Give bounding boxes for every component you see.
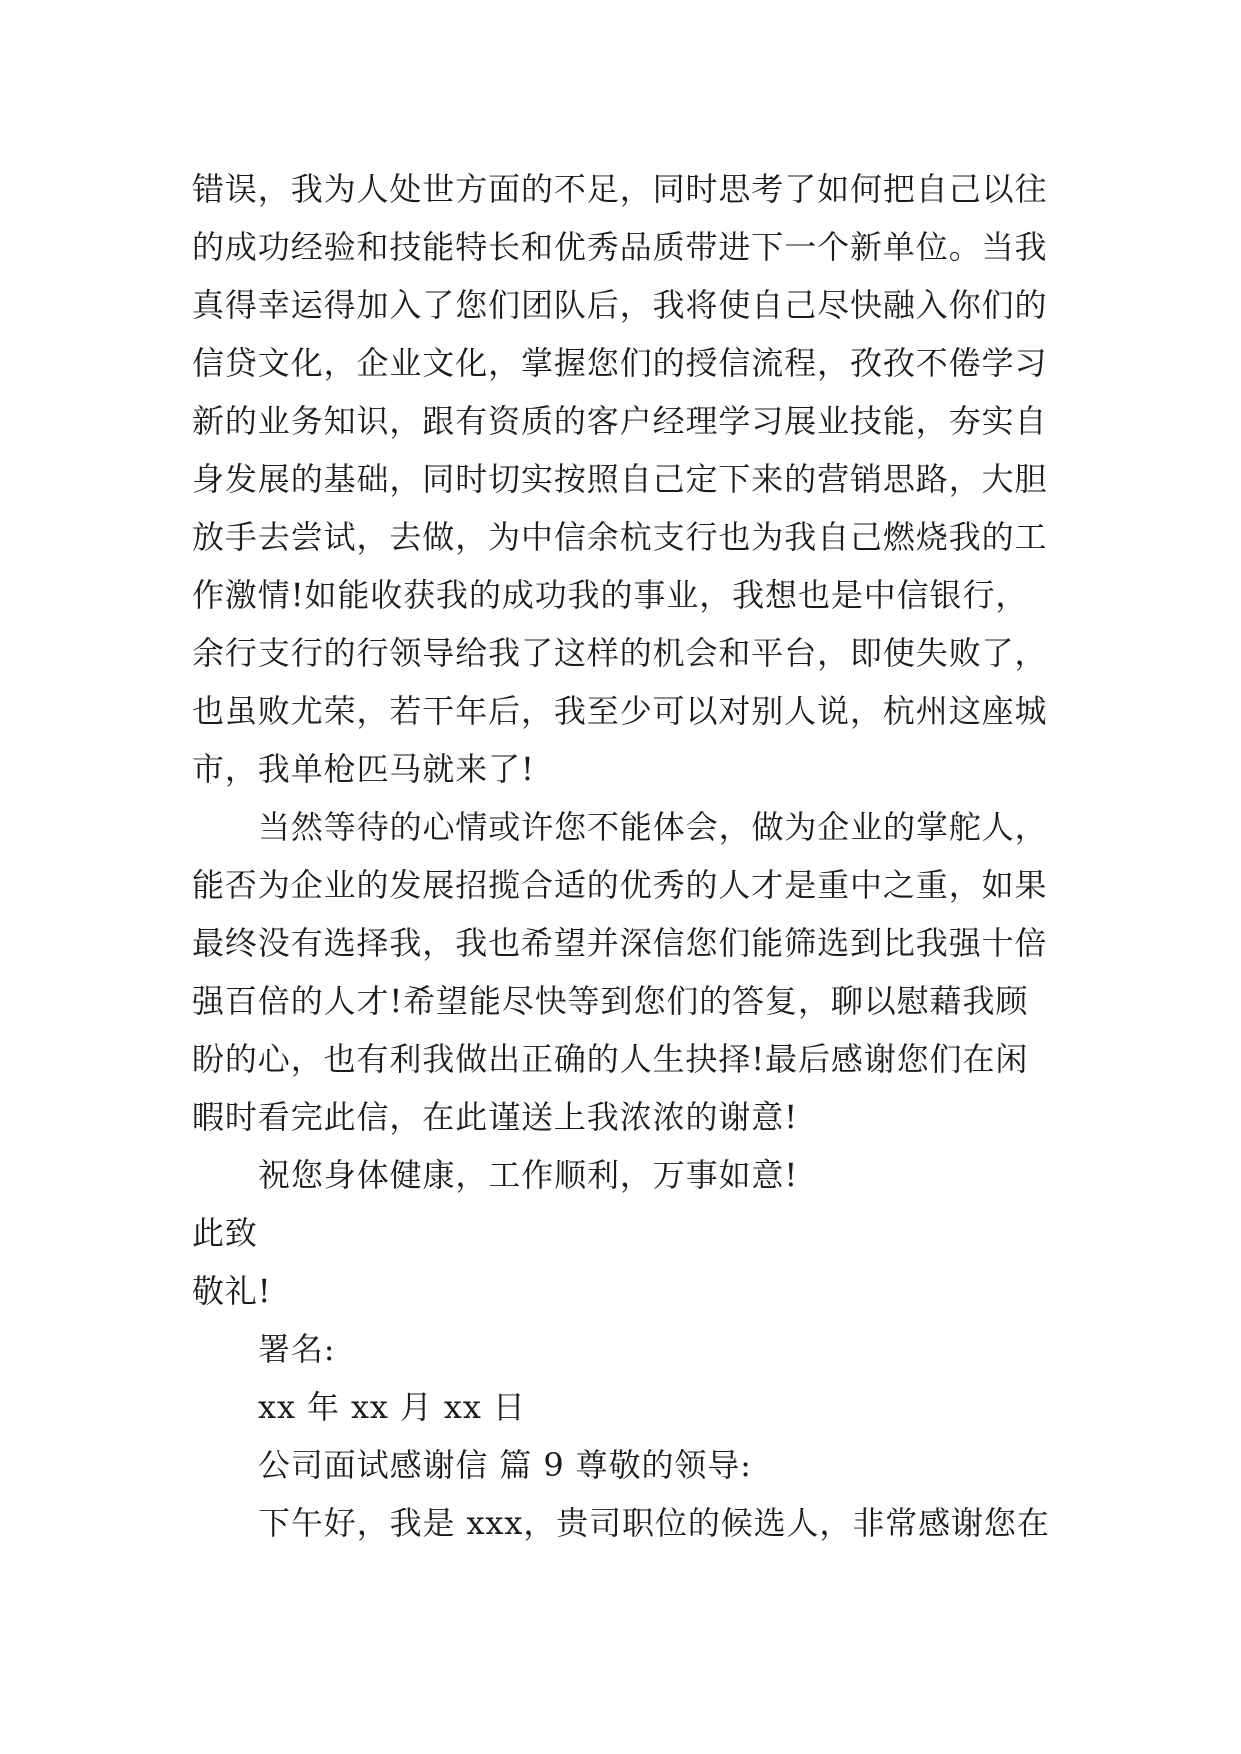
text-line: 署名: — [258, 1330, 336, 1368]
text-line: 当然等待的心情或许您不能体会，做为企业的掌舵人， — [258, 808, 1048, 846]
text-line: 真得幸运得加入了您们团队后，我将使自己尽快融入你们的 — [192, 286, 1048, 324]
text-line: 下午好，我是 xxx，贵司职位的候选人，非常感谢您在 — [258, 1504, 1050, 1542]
text-line: 能否为企业的发展招揽合适的优秀的人才是重中之重，如果 — [192, 866, 1048, 904]
text-line: 市，我单枪匹马就来了! — [192, 750, 535, 788]
text-line: 的成功经验和技能特长和优秀品质带进下一个新单位。当我 — [192, 228, 1048, 266]
text-line: 暇时看完此信，在此谨送上我浓浓的谢意! — [192, 1098, 798, 1136]
text-line: 此致 — [192, 1214, 258, 1252]
text-line: 作激情!如能收获我的成功我的事业，我想也是中信银行， — [192, 576, 1029, 614]
text-line: 公司面试感谢信 篇 9 尊敬的领导: — [258, 1446, 752, 1484]
text-line: 敬礼! — [192, 1272, 272, 1310]
text-line: 强百倍的人才!希望能尽快等到您们的答复，聊以慰藉我顾 — [192, 982, 1029, 1020]
text-line: 信贷文化，企业文化，掌握您们的授信流程，孜孜不倦学习 — [192, 344, 1048, 382]
text-line: 最终没有选择我，我也希望并深信您们能筛选到比我强十倍 — [192, 924, 1048, 962]
text-line: 新的业务知识，跟有资质的客户经理学习展业技能，夯实自 — [192, 402, 1048, 440]
text-line: 身发展的基础，同时切实按照自己定下来的营销思路，大胆 — [192, 460, 1048, 498]
text-line: 余行支行的行领导给我了这样的机会和平台，即使失败了， — [192, 634, 1048, 672]
text-line: 也虽败尤荣，若干年后，我至少可以对别人说，杭州这座城 — [192, 692, 1048, 730]
text-line: 祝您身体健康，工作顺利，万事如意! — [258, 1156, 799, 1194]
text-line: 盼的心，也有利我做出正确的人生抉择!最后感谢您们在闲 — [192, 1040, 1029, 1078]
letter-body — [192, 160, 1092, 1552]
text-line: xx 年 xx 月 xx 日 — [258, 1388, 526, 1426]
text-line: 错误，我为人处世方面的不足，同时思考了如何把自己以往 — [192, 170, 1048, 208]
text-line: 放手去尝试，去做，为中信余杭支行也为我自己燃烧我的工 — [192, 518, 1048, 556]
